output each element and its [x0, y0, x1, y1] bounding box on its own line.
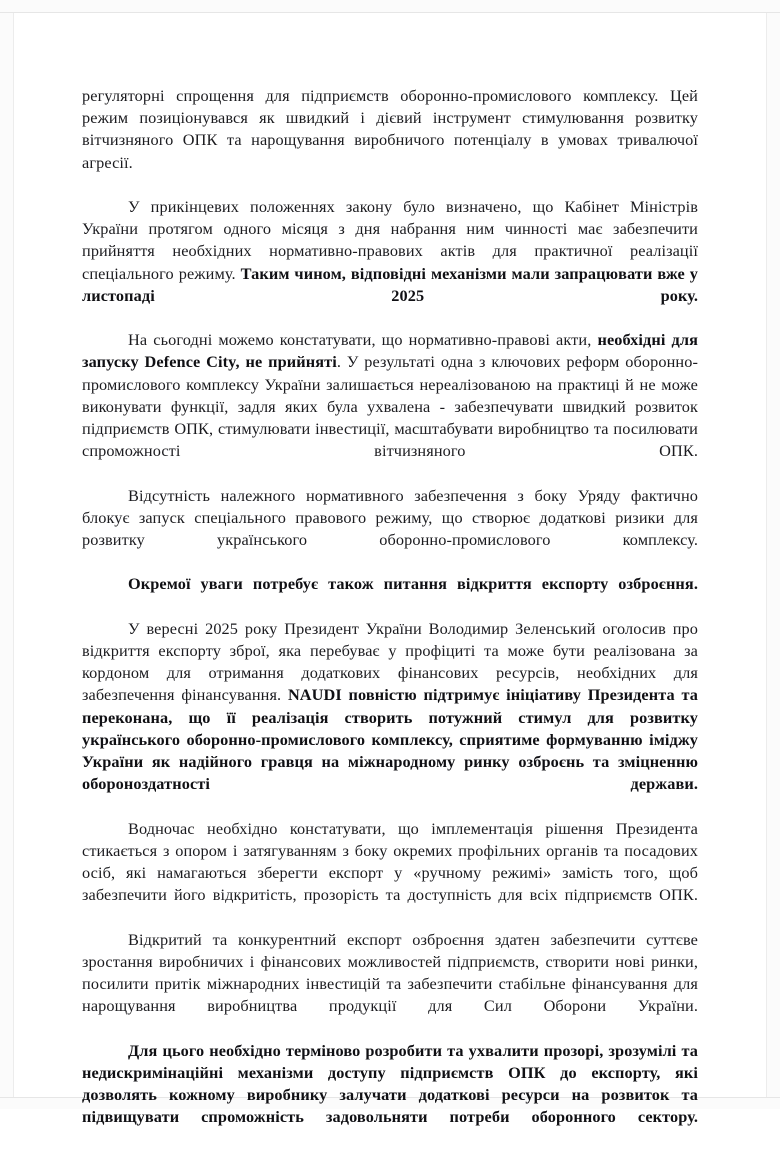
- paragraph: [82, 329, 698, 484]
- text-run: Водночас необхідно констатувати, що імплементація рішення Президента стикається з опором і затягуванням з боку окремих профільних органів та посадових осіб, які намагаються зберегти експорт у «ручному режимі» замість того, щоб забезпечити його відкритість, прозорість та доступність для всіх підприємств ОПК.: [82, 818, 698, 905]
- text-run-bold: Для цього необхідно терміново розробити та ухвалити прозорі, зрозумілі та недискримінаційні механізми доступу підприємств ОПК до експорту, які дозволять кожному виробнику залучати додаткові ресурси на розвиток та підвищувати спроможність задовольняти потреби оборонного сектору.: [82, 1040, 698, 1127]
- text-run: У вересні 2025 року Президент України Володимир Зеленський оголосив про відкриття експорту зброї, яка перебуває у профіциті та може бути реалізована за кордоном для отримання додаткових фінансових ресурсів, необхідних для забезпечення фінансування.: [82, 618, 698, 705]
- paragraph: [82, 818, 698, 929]
- scan-edge-left: [0, 13, 14, 1097]
- text-run: У прикінцевих положеннях закону було визначено, що Кабінет Міністрів України протягом одного місяця з дня набрання ним чинності має забезпечити прийняття необхідних нормативно-правових актів для практичної реалізації спеціального режиму.: [82, 197, 698, 283]
- paragraph: [82, 573, 698, 617]
- document-sheet: [14, 13, 766, 1127]
- paragraph: [82, 196, 698, 329]
- text-run: Відкритий та конкурентний експорт озброєння здатен забезпечити суттєве зростання виробничих і фінансових можливостей підприємств, створити нові ринки, посилити притік міжнародних інвестицій та забезпечити стабільне фінансування для нарощування виробництва продукції для Сил Оборони України.: [82, 929, 698, 1016]
- paragraph: [82, 485, 698, 574]
- text-run: . У результаті одна з ключових реформ оборонно-промислового комплексу України залишається нереалізованою на практиці й не може виконувати функції, задля яких була ухвалена - забезпечувати швидкий розвиток підприємств ОПК, стимулювати інвестиції, масштабувати виробництво та посилювати спроможності вітчизняного ОПК.: [82, 352, 698, 461]
- text-run-bold: Таким чином, відповідні механізми мали запрацювати вже у листопаді 2025 року.: [82, 263, 699, 305]
- text-run-bold: Окремої уваги потребує також питання відкриття експорту озброєння.: [128, 574, 698, 594]
- document-text-column: [82, 85, 698, 1151]
- text-run-bold: NAUDI повністю підтримує ініціативу Президента та переконана, що її реалізація створить потужний стимул для розвитку українського оборонно-промислового комплексу, сприятиме формуванню іміджу України як надійного гравця на міжнародному ринку озброєнь та зміцненню обороноздатності держави.: [82, 685, 699, 794]
- paragraph: [82, 1040, 698, 1151]
- text-run-bold: необхідні для запуску Defence City, не прийняті: [82, 330, 698, 372]
- scan-edge-right: [766, 13, 780, 1097]
- paragraph: [82, 929, 698, 1040]
- text-run: регуляторні спрощення для підприємств оборонно-промислового комплексу. Цей режим позиціонувався як швидкий і дієвий інструмент стимулювання розвитку вітчизняного ОПК та нарощування виробничого потенціалу в умовах тривалючої агресії.: [82, 86, 698, 172]
- scan-edge-top: [0, 0, 780, 13]
- text-run: Відсутність належного нормативного забезпечення з боку Уряду фактично блокує запуск спеціального правового режиму, що створює додаткові ризики для розвитку українського оборонно-промислового комплексу.: [82, 485, 698, 550]
- text-run: На сьогодні можемо констатувати, що нормативно-правові акти,: [128, 330, 598, 350]
- paragraph: [82, 618, 698, 818]
- paragraph: [82, 85, 698, 196]
